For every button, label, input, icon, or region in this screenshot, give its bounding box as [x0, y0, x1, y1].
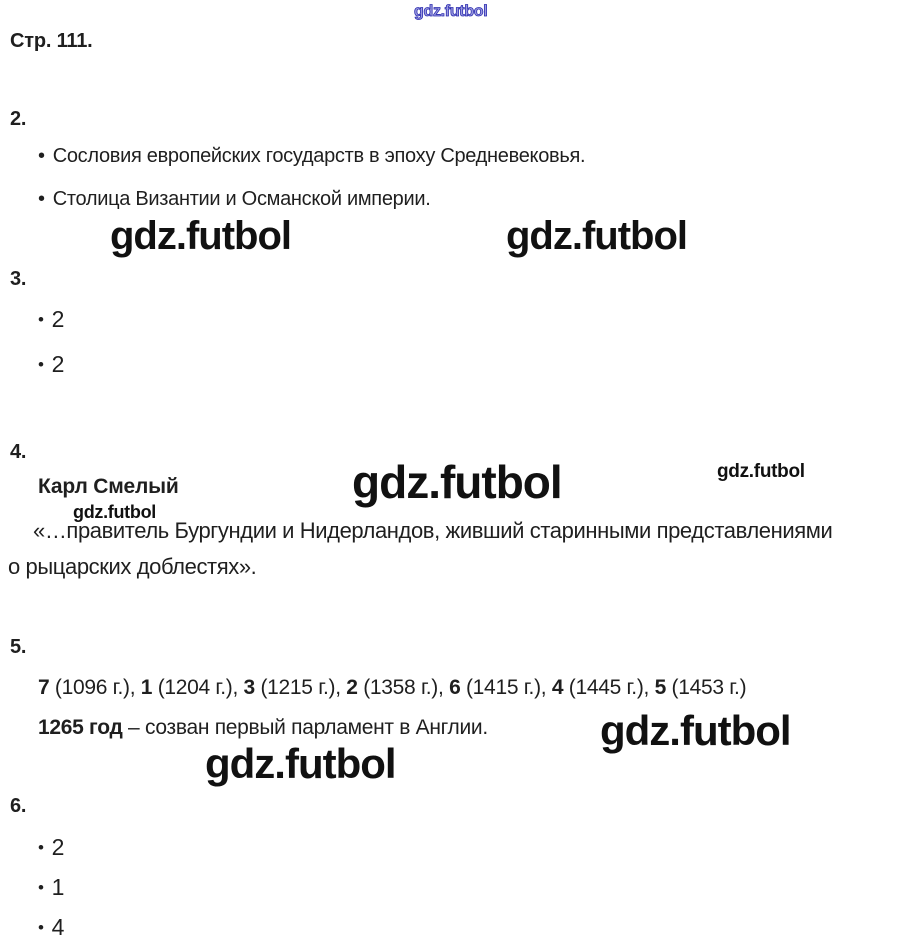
- section-3-bullet-1: [38, 308, 64, 331]
- page-title: Стр. 111.: [10, 30, 93, 52]
- section-2-bullet-2: [38, 189, 430, 209]
- section-6-bullet-1: [38, 836, 64, 859]
- bullet-dot: •: [38, 188, 45, 210]
- section-4-quote-line-2: о рыцарских доблестях».: [8, 554, 257, 579]
- section-6-bullet-3-text: 4: [51, 914, 65, 940]
- watermark-large-3: gdz.futbol: [352, 456, 562, 508]
- bullet-dot: •: [38, 355, 44, 374]
- watermark-small-1: gdz.futbol: [717, 461, 805, 482]
- bullet-dot: •: [38, 838, 44, 857]
- fact-year: 1265 год: [38, 716, 123, 739]
- sequence-num: 1: [140, 676, 153, 699]
- bullet-dot: •: [38, 145, 45, 167]
- watermark-small-2: gdz.futbol: [73, 502, 156, 522]
- section-2-bullet-1: [38, 146, 585, 166]
- section-5-number: 5.: [10, 636, 27, 658]
- bullet-dot: •: [38, 310, 44, 329]
- section-3-bullet-1-text: 2: [51, 306, 65, 332]
- section-6-bullet-1-text: 2: [51, 834, 65, 860]
- section-2-number: 2.: [10, 108, 27, 130]
- watermark-large-1: gdz.futbol: [110, 214, 292, 258]
- sequence-year: (1358 г.),: [357, 676, 450, 699]
- sequence-year: (1445 г.),: [563, 676, 655, 699]
- section-2-bullet-1-text: Сословия европейских государств в эпоху Средневековья.: [52, 145, 586, 167]
- section-3-bullet-2: [38, 353, 64, 376]
- fact-text: – созван первый парламент в Англии.: [122, 716, 488, 739]
- section-6-bullet-2: [38, 876, 64, 899]
- sequence-year: (1204 г.),: [152, 676, 244, 699]
- sequence-year: (1096 г.),: [49, 676, 141, 699]
- watermark-large-2: gdz.futbol: [506, 214, 688, 258]
- sequence-num: 2: [346, 676, 358, 699]
- watermark-top: gdz.futbol: [414, 3, 488, 20]
- sequence-year: (1215 г.),: [254, 676, 347, 699]
- sequence-year: (1453 г.): [665, 676, 747, 699]
- sequence-num: 3: [243, 676, 255, 699]
- sequence-num: 5: [654, 676, 666, 699]
- section-4-answer-name: Карл Смелый: [38, 475, 179, 498]
- sequence-num: 7: [38, 676, 50, 699]
- section-4-quote-line-1: «…правитель Бургундии и Нидерландов, живший старинными представлениями: [33, 518, 833, 543]
- section-3-bullet-2-text: 2: [51, 351, 65, 377]
- section-2-bullet-2-text: Столица Византии и Османской империи.: [52, 188, 431, 210]
- section-3-number: 3.: [10, 268, 27, 290]
- sequence-num: 4: [551, 676, 564, 699]
- watermark-large-5: gdz.futbol: [205, 740, 396, 787]
- section-5-sequence: [38, 677, 746, 698]
- section-6-number: 6.: [10, 795, 27, 817]
- section-6-bullet-3: [38, 916, 64, 939]
- sequence-year: (1415 г.),: [460, 676, 552, 699]
- watermark-large-4: gdz.futbol: [600, 707, 791, 754]
- section-6-bullet-2-text: 1: [51, 874, 65, 900]
- sequence-num: 6: [449, 676, 461, 699]
- section-5-fact: [38, 717, 488, 738]
- bullet-dot: •: [38, 918, 44, 937]
- bullet-dot: •: [38, 878, 44, 897]
- section-4-number: 4.: [10, 441, 27, 463]
